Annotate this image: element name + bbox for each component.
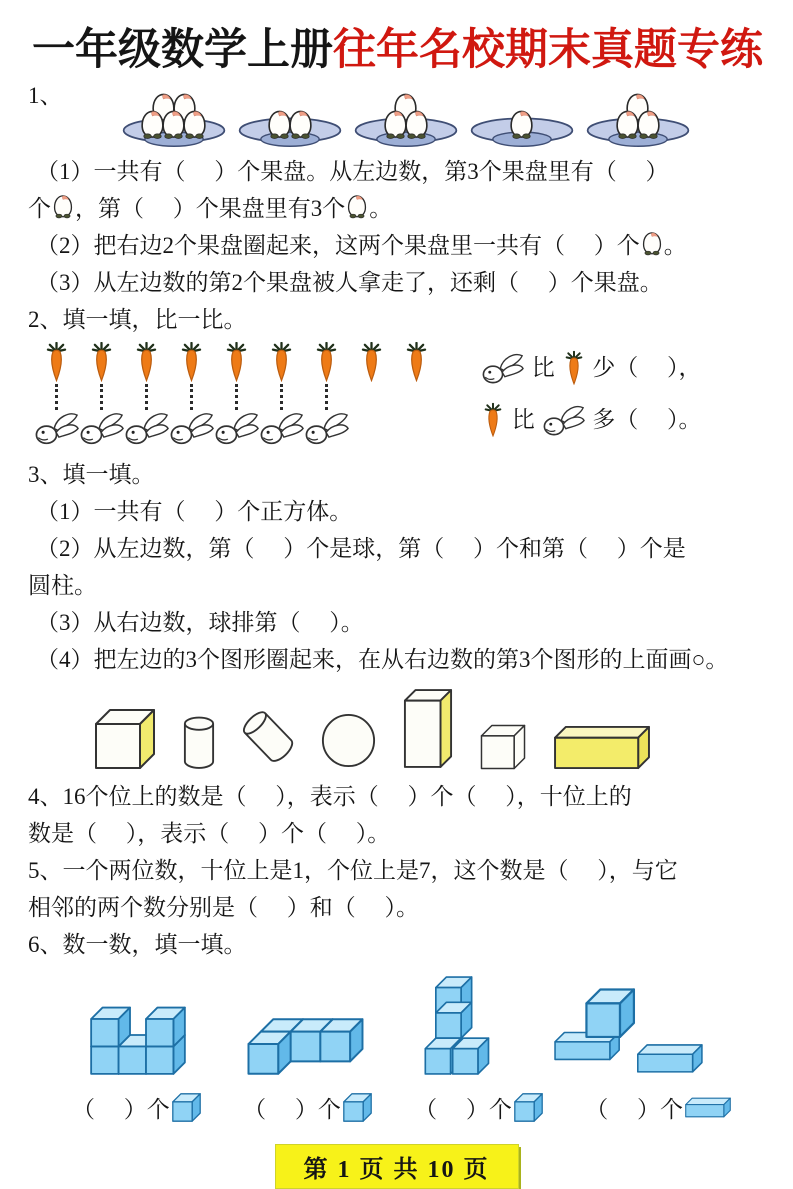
rabbit-icon xyxy=(35,412,79,445)
page-title xyxy=(32,16,765,77)
carrot-icon xyxy=(136,342,157,382)
q2-cmp1-mid: 比 xyxy=(526,355,561,380)
cube-figure-u-shape xyxy=(90,979,186,1075)
answer-blank: （ ）个 xyxy=(72,1097,170,1122)
q1-line-1: （1）一共有（ ）个果盘。从左边数，第3个果盘里有（ ） xyxy=(36,159,669,184)
carrot-icon xyxy=(226,342,247,382)
carrot-icon xyxy=(91,342,112,382)
carrot-icon xyxy=(271,342,292,382)
title-red-part: 往年名校期末真题专练 xyxy=(333,27,763,74)
peach-icon xyxy=(287,109,314,140)
q3-line-2: （2）从左边数，第（ ）个是球，第（ ）个和第（ ）个是 xyxy=(36,536,686,561)
rabbit-icon xyxy=(260,412,304,445)
peach-icon xyxy=(181,109,208,140)
q3-heading: 3、填一填。 xyxy=(28,462,155,487)
carrot-rabbit-column xyxy=(169,342,214,454)
q2-compare-line-1 xyxy=(480,350,702,386)
q1-line3-end: 。 xyxy=(663,233,687,258)
q2-comparisons xyxy=(480,342,702,454)
answer-blank: （ ）个 xyxy=(243,1097,341,1122)
page-number-badge: 第 1 页 共 10 页 xyxy=(275,1144,519,1189)
dotted-connector xyxy=(190,384,193,410)
carrot-icon xyxy=(361,342,382,382)
q1-line2-mid: ，第（ ）个果盘里有3个 xyxy=(75,196,346,221)
carrot-rabbit-column xyxy=(79,342,124,454)
cube-figures-row xyxy=(90,973,765,1075)
cuboid-figure-stack xyxy=(554,988,704,1075)
fruit-plate xyxy=(469,83,575,149)
rabbit-icon xyxy=(125,412,169,445)
fruit-plate xyxy=(121,83,227,149)
small-cube-shape xyxy=(480,724,526,770)
carrot-rabbit-column xyxy=(349,342,394,454)
sphere-shape xyxy=(321,713,376,768)
carrot-icon xyxy=(484,402,502,438)
answer-blank: （ ）个 xyxy=(414,1097,512,1122)
fruit-plates-row xyxy=(121,83,691,149)
fruit-plate xyxy=(585,83,691,149)
q1-line3-pre: （2）把右边2个果盘圈起来，这两个果盘里一共有（ ）个 xyxy=(36,233,640,258)
q1-line-2 xyxy=(28,190,765,227)
q4-line-1: 4、16个位上的数是（ ），表示（ ）个（ ），十位上的 xyxy=(28,784,632,809)
carrot-icon xyxy=(565,350,583,386)
peach-icon xyxy=(508,109,535,140)
carrot-rabbit-column xyxy=(394,342,439,454)
q3-line-4: （4）把左边的3个图形圈起来，在从右边数的第3个图形的上面画○。 xyxy=(36,647,729,672)
peach-icon xyxy=(403,109,430,140)
footer-area xyxy=(28,1144,765,1189)
count-answer-3 xyxy=(414,1091,543,1124)
q6-answers-row xyxy=(72,1091,731,1124)
peach-icon xyxy=(641,231,663,256)
q1-line-3 xyxy=(28,227,765,264)
q2-cmp1-end: 少（ ）， xyxy=(586,355,702,380)
question-2-figure xyxy=(34,342,765,454)
rabbit-icon xyxy=(80,412,124,445)
blue-cube-icon xyxy=(514,1093,543,1122)
cube-figure-tower-l xyxy=(420,976,498,1075)
blue-cube-icon xyxy=(343,1093,372,1122)
q5-line-1: 5、一个两位数，十位上是1，个位上是7，这个数是（ ），与它 xyxy=(28,858,678,883)
carrot-icon xyxy=(316,342,337,382)
q1-line-4: （3）从左边数的第2个果盘被人拿走了，还剩（ ）个果盘。 xyxy=(36,270,663,295)
q2-cmp2-mid: 比 xyxy=(506,407,541,432)
dotted-connector xyxy=(145,384,148,410)
carrot-rabbit-column xyxy=(214,342,259,454)
cube-yellow-side-shape xyxy=(94,708,156,770)
q1-line2-pre: 个 xyxy=(28,196,51,221)
cylinder-shape xyxy=(183,715,215,770)
dotted-connector xyxy=(235,384,238,410)
question-1-figure xyxy=(28,81,765,149)
rabbit-icon xyxy=(215,412,259,445)
dotted-connector xyxy=(55,384,58,410)
long-cuboid-shape xyxy=(553,725,651,770)
fruit-plate xyxy=(237,83,343,149)
count-answer-2 xyxy=(243,1091,372,1124)
count-answer-1 xyxy=(72,1091,201,1124)
rabbit-icon xyxy=(482,353,524,384)
answer-blank: （ ）个 xyxy=(585,1097,683,1122)
peach-icon xyxy=(346,194,368,219)
q2-compare-line-2 xyxy=(480,402,702,438)
dotted-connector xyxy=(100,384,103,410)
carrot-icon xyxy=(46,342,67,382)
carrot-icon xyxy=(181,342,202,382)
carrot-rabbit-column xyxy=(34,342,79,454)
count-answer-4 xyxy=(585,1091,731,1124)
blue-cube-icon xyxy=(172,1093,201,1122)
dotted-connector xyxy=(280,384,283,410)
rabbit-icon xyxy=(543,405,585,436)
q3-line-3: （3）从右边数，球排第（ ）。 xyxy=(36,610,364,635)
carrot-rabbit-grid xyxy=(34,342,442,454)
rabbit-icon xyxy=(170,412,214,445)
question-1-number: 1、 xyxy=(28,83,63,108)
q5-line-2: 相邻的两个数分别是（ ）和（ ）。 xyxy=(28,895,419,920)
cube-figure-flat-l xyxy=(242,1018,364,1075)
tall-cuboid-shape xyxy=(403,687,453,770)
dotted-connector xyxy=(325,384,328,410)
peach-icon xyxy=(52,194,74,219)
peach-icon xyxy=(635,109,662,140)
carrot-icon xyxy=(406,342,427,382)
q1-line2-end: 。 xyxy=(369,196,393,221)
q2-cmp2-end: 多（ ）。 xyxy=(586,407,702,432)
blue-cuboid-icon xyxy=(685,1097,731,1118)
q4-line-2: 数是（ ），表示（ ）个（ ）。 xyxy=(28,821,391,846)
fruit-plate xyxy=(353,83,459,149)
q3-line-1: （1）一共有（ ）个正方体。 xyxy=(36,499,353,524)
carrot-rabbit-column xyxy=(124,342,169,454)
rabbit-icon xyxy=(305,412,349,445)
carrot-rabbit-column xyxy=(259,342,304,454)
q2-heading: 2、填一填，比一比。 xyxy=(28,307,247,332)
title-black-part: 一年级数学上册 xyxy=(32,27,333,74)
carrot-rabbit-column xyxy=(304,342,349,454)
shapes-row xyxy=(94,686,765,770)
tilted-cylinder-shape xyxy=(237,706,298,768)
q6-heading: 6、数一数，填一填。 xyxy=(28,932,247,957)
q3-line-2b: 圆柱。 xyxy=(28,573,97,598)
